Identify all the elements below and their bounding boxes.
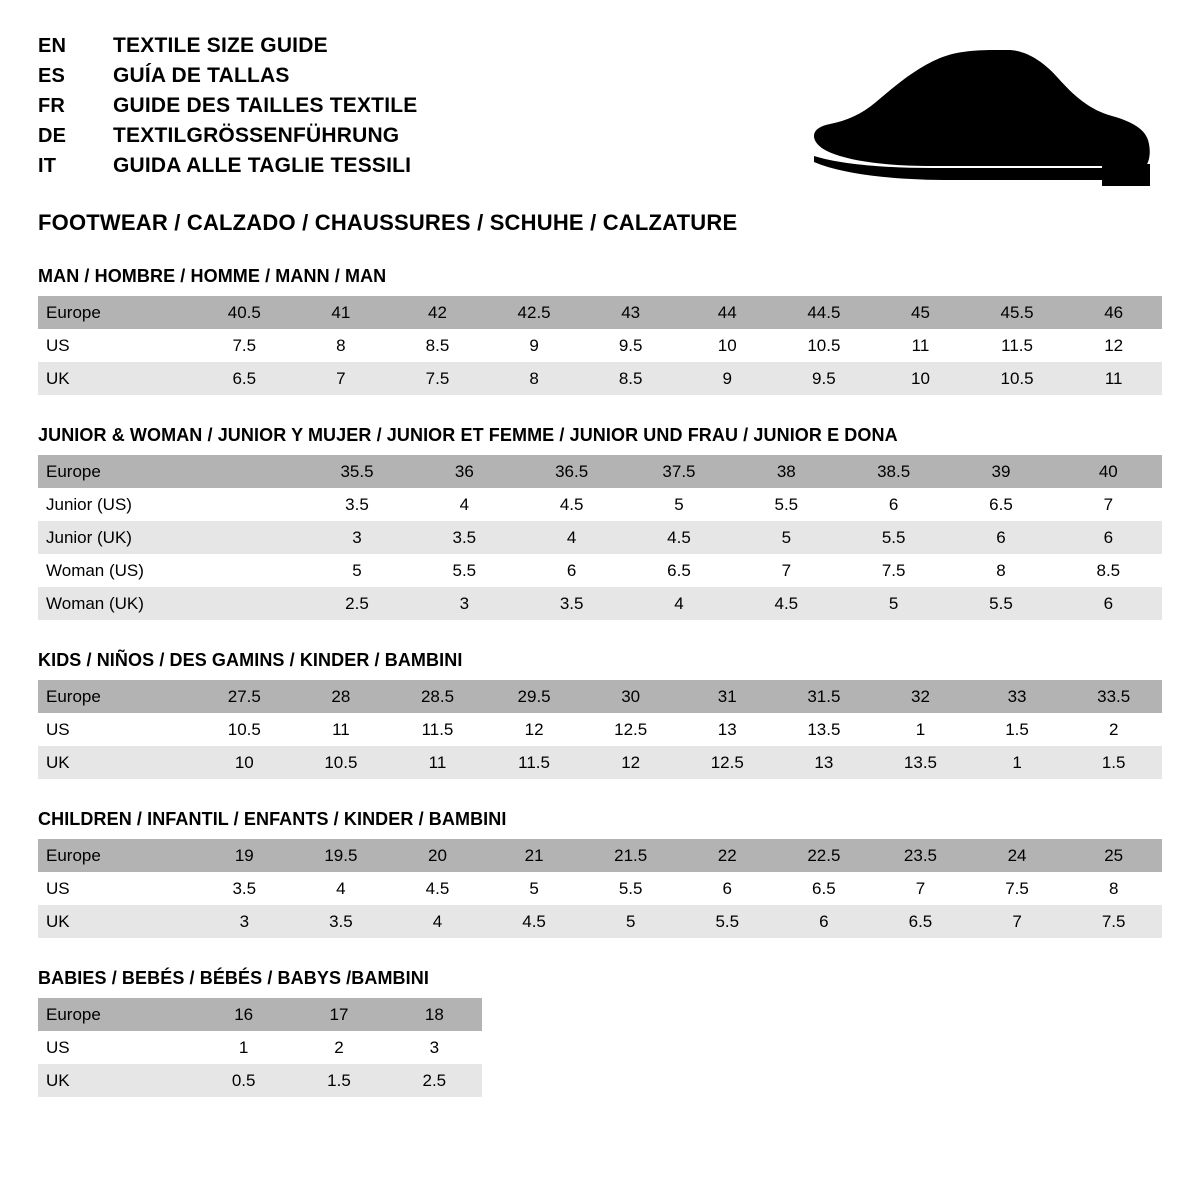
table-cell: 13.5 bbox=[776, 713, 873, 746]
row-label: Europe bbox=[38, 680, 196, 713]
table-cell: 11.5 bbox=[389, 713, 486, 746]
size-table-kids bbox=[38, 680, 1162, 779]
language-title: GUÍA DE TALLAS bbox=[113, 64, 290, 87]
table-cell: 12 bbox=[582, 746, 679, 779]
section-title: CHILDREN / INFANTIL / ENFANTS / KINDER / BAMBINI bbox=[38, 809, 507, 829]
table-cell: 4 bbox=[389, 905, 486, 938]
table-cell: 2 bbox=[1065, 713, 1162, 746]
table-cell: 3.5 bbox=[196, 872, 293, 905]
table-cell: 9.5 bbox=[776, 362, 873, 395]
section-children bbox=[38, 809, 1162, 938]
table-cell: 7 bbox=[733, 554, 840, 587]
row-label: Europe bbox=[38, 296, 196, 329]
table-cell: 8.5 bbox=[1055, 554, 1162, 587]
table-cell: 7.5 bbox=[969, 872, 1066, 905]
table-cell: 6 bbox=[1055, 587, 1162, 620]
table-cell: 11 bbox=[1065, 362, 1162, 395]
table-cell: 12 bbox=[486, 713, 583, 746]
table-row bbox=[38, 1064, 482, 1097]
language-row bbox=[38, 34, 1162, 64]
table-cell: 38 bbox=[733, 455, 840, 488]
table-cell: 6.5 bbox=[947, 488, 1054, 521]
table-cell: 37.5 bbox=[625, 455, 732, 488]
table-cell: 23.5 bbox=[872, 839, 969, 872]
language-row bbox=[38, 64, 1162, 94]
size-table-junior-woman bbox=[38, 455, 1162, 620]
table-cell: 33.5 bbox=[1065, 680, 1162, 713]
table-cell: 4.5 bbox=[486, 905, 583, 938]
size-table-children bbox=[38, 839, 1162, 938]
language-code: IT bbox=[38, 155, 57, 177]
table-cell: 11.5 bbox=[969, 329, 1066, 362]
table-cell: 31.5 bbox=[776, 680, 873, 713]
language-row bbox=[38, 154, 1162, 184]
table-cell: 12 bbox=[1065, 329, 1162, 362]
table-cell: 9.5 bbox=[582, 329, 679, 362]
table-row bbox=[38, 713, 1162, 746]
table-cell: 6 bbox=[947, 521, 1054, 554]
language-row bbox=[38, 124, 1162, 154]
table-cell: 6 bbox=[840, 488, 947, 521]
table-cell: 10 bbox=[679, 329, 776, 362]
table-cell: 19 bbox=[196, 839, 293, 872]
table-cell: 2.5 bbox=[303, 587, 410, 620]
table-cell: 11 bbox=[293, 713, 390, 746]
table-cell: 4 bbox=[411, 488, 518, 521]
table-row bbox=[38, 680, 1162, 713]
table-row bbox=[38, 296, 1162, 329]
table-cell: 3 bbox=[387, 1031, 482, 1064]
row-label: UK bbox=[38, 746, 196, 779]
table-cell: 18 bbox=[387, 998, 482, 1031]
table-cell: 3.5 bbox=[293, 905, 390, 938]
table-cell: 6.5 bbox=[872, 905, 969, 938]
table-cell: 24 bbox=[969, 839, 1066, 872]
row-label: US bbox=[38, 872, 196, 905]
table-cell: 7.5 bbox=[840, 554, 947, 587]
size-table-babies bbox=[38, 998, 482, 1097]
table-cell bbox=[196, 488, 303, 521]
table-cell: 1 bbox=[196, 1031, 291, 1064]
table-cell bbox=[196, 554, 303, 587]
table-cell bbox=[196, 521, 303, 554]
row-label: Woman (US) bbox=[38, 554, 196, 587]
table-cell: 9 bbox=[486, 329, 583, 362]
table-cell: 3.5 bbox=[518, 587, 625, 620]
row-label: Junior (US) bbox=[38, 488, 196, 521]
row-label: Woman (UK) bbox=[38, 587, 196, 620]
table-cell: 7.5 bbox=[196, 329, 293, 362]
table-cell: 29.5 bbox=[486, 680, 583, 713]
language-title: GUIDA ALLE TAGLIE TESSILI bbox=[113, 154, 412, 177]
table-row bbox=[38, 998, 482, 1031]
table-cell: 36 bbox=[411, 455, 518, 488]
table-cell: 4 bbox=[518, 521, 625, 554]
language-title: TEXTILGRÖSSENFÜHRUNG bbox=[113, 124, 400, 147]
table-cell: 39 bbox=[947, 455, 1054, 488]
table-cell: 3.5 bbox=[303, 488, 410, 521]
table-cell: 1 bbox=[872, 713, 969, 746]
table-cell: 7 bbox=[872, 872, 969, 905]
row-label: Europe bbox=[38, 455, 196, 488]
table-cell: 5.5 bbox=[582, 872, 679, 905]
table-cell: 42.5 bbox=[486, 296, 583, 329]
language-code: DE bbox=[38, 125, 67, 147]
language-title: GUIDE DES TAILLES TEXTILE bbox=[113, 94, 418, 117]
table-row bbox=[38, 488, 1162, 521]
table-cell: 5 bbox=[733, 521, 840, 554]
table-cell: 8 bbox=[947, 554, 1054, 587]
table-cell: 21.5 bbox=[582, 839, 679, 872]
table-cell: 43 bbox=[582, 296, 679, 329]
table-cell: 5.5 bbox=[733, 488, 840, 521]
table-cell: 10.5 bbox=[969, 362, 1066, 395]
section-man bbox=[38, 266, 1162, 395]
table-row bbox=[38, 872, 1162, 905]
table-row bbox=[38, 521, 1162, 554]
section-title: MAN / HOMBRE / HOMME / MANN / MAN bbox=[38, 266, 387, 286]
table-cell: 31 bbox=[679, 680, 776, 713]
row-label: US bbox=[38, 1031, 196, 1064]
table-row bbox=[38, 746, 1162, 779]
table-cell: 6 bbox=[518, 554, 625, 587]
language-code: EN bbox=[38, 35, 67, 57]
table-cell: 0.5 bbox=[196, 1064, 291, 1097]
table-row bbox=[38, 329, 1162, 362]
language-code: ES bbox=[38, 65, 66, 87]
table-cell: 22.5 bbox=[776, 839, 873, 872]
language-title: TEXTILE SIZE GUIDE bbox=[113, 34, 328, 57]
table-cell: 5 bbox=[840, 587, 947, 620]
table-row bbox=[38, 905, 1162, 938]
table-cell bbox=[196, 587, 303, 620]
category-title: FOOTWEAR / CALZADO / CHAUSSURES / SCHUHE / CALZATURE bbox=[38, 210, 738, 235]
table-cell: 1.5 bbox=[969, 713, 1066, 746]
table-cell: 8 bbox=[1065, 872, 1162, 905]
row-label: UK bbox=[38, 905, 196, 938]
table-cell: 7 bbox=[969, 905, 1066, 938]
table-cell: 36.5 bbox=[518, 455, 625, 488]
table-cell: 13 bbox=[776, 746, 873, 779]
table-cell bbox=[196, 455, 303, 488]
table-cell: 33 bbox=[969, 680, 1066, 713]
table-cell: 20 bbox=[389, 839, 486, 872]
table-cell: 8.5 bbox=[582, 362, 679, 395]
row-label: Europe bbox=[38, 839, 196, 872]
table-cell: 9 bbox=[679, 362, 776, 395]
table-cell: 12.5 bbox=[679, 746, 776, 779]
table-cell: 1.5 bbox=[291, 1064, 386, 1097]
table-cell: 13 bbox=[679, 713, 776, 746]
table-cell: 30 bbox=[582, 680, 679, 713]
table-cell: 11 bbox=[872, 329, 969, 362]
table-cell: 12.5 bbox=[582, 713, 679, 746]
language-header-block bbox=[38, 34, 1162, 184]
table-cell: 3 bbox=[303, 521, 410, 554]
table-cell: 1.5 bbox=[1065, 746, 1162, 779]
table-cell: 16 bbox=[196, 998, 291, 1031]
table-cell: 7 bbox=[293, 362, 390, 395]
table-cell: 6.5 bbox=[196, 362, 293, 395]
table-cell: 10.5 bbox=[196, 713, 293, 746]
table-row bbox=[38, 587, 1162, 620]
section-kids bbox=[38, 650, 1162, 779]
size-table-man bbox=[38, 296, 1162, 395]
table-cell: 28.5 bbox=[389, 680, 486, 713]
table-cell: 1 bbox=[969, 746, 1066, 779]
table-cell: 38.5 bbox=[840, 455, 947, 488]
table-cell: 7.5 bbox=[389, 362, 486, 395]
row-label: US bbox=[38, 713, 196, 746]
table-row bbox=[38, 1031, 482, 1064]
table-cell: 5 bbox=[303, 554, 410, 587]
table-cell: 5 bbox=[582, 905, 679, 938]
table-cell: 5 bbox=[486, 872, 583, 905]
section-title: JUNIOR & WOMAN / JUNIOR Y MUJER / JUNIOR ET FEMME / JUNIOR UND FRAU / JUNIOR E DONA bbox=[38, 425, 898, 445]
table-cell: 4.5 bbox=[733, 587, 840, 620]
table-cell: 13.5 bbox=[872, 746, 969, 779]
table-cell: 46 bbox=[1065, 296, 1162, 329]
section-junior-woman bbox=[38, 425, 1162, 620]
table-cell: 4.5 bbox=[625, 521, 732, 554]
table-cell: 3 bbox=[196, 905, 293, 938]
table-cell: 8.5 bbox=[389, 329, 486, 362]
section-title: KIDS / NIÑOS / DES GAMINS / KINDER / BAMBINI bbox=[38, 650, 463, 670]
row-label: US bbox=[38, 329, 196, 362]
table-cell: 5.5 bbox=[947, 587, 1054, 620]
table-cell: 4.5 bbox=[389, 872, 486, 905]
table-cell: 5.5 bbox=[411, 554, 518, 587]
table-cell: 10.5 bbox=[776, 329, 873, 362]
language-code: FR bbox=[38, 95, 66, 117]
table-cell: 40.5 bbox=[196, 296, 293, 329]
table-cell: 21 bbox=[486, 839, 583, 872]
table-cell: 5 bbox=[625, 488, 732, 521]
table-cell: 44 bbox=[679, 296, 776, 329]
table-cell: 45 bbox=[872, 296, 969, 329]
table-cell: 8 bbox=[293, 329, 390, 362]
table-cell: 4 bbox=[293, 872, 390, 905]
table-cell: 5.5 bbox=[679, 905, 776, 938]
section-babies bbox=[38, 968, 1162, 1097]
table-row bbox=[38, 455, 1162, 488]
table-cell: 7.5 bbox=[1065, 905, 1162, 938]
table-cell: 3.5 bbox=[411, 521, 518, 554]
table-cell: 2 bbox=[291, 1031, 386, 1064]
table-cell: 17 bbox=[291, 998, 386, 1031]
table-cell: 8 bbox=[486, 362, 583, 395]
table-cell: 25 bbox=[1065, 839, 1162, 872]
row-label: UK bbox=[38, 362, 196, 395]
table-row bbox=[38, 554, 1162, 587]
table-cell: 4 bbox=[625, 587, 732, 620]
table-cell: 6 bbox=[679, 872, 776, 905]
table-row bbox=[38, 362, 1162, 395]
table-cell: 4.5 bbox=[518, 488, 625, 521]
table-cell: 10 bbox=[872, 362, 969, 395]
table-cell: 3 bbox=[411, 587, 518, 620]
table-cell: 11.5 bbox=[486, 746, 583, 779]
language-row bbox=[38, 94, 1162, 124]
table-cell: 45.5 bbox=[969, 296, 1066, 329]
table-cell: 2.5 bbox=[387, 1064, 482, 1097]
table-cell: 5.5 bbox=[840, 521, 947, 554]
table-row bbox=[38, 839, 1162, 872]
row-label: Europe bbox=[38, 998, 196, 1031]
table-cell: 35.5 bbox=[303, 455, 410, 488]
section-title: BABIES / BEBÉS / BÉBÉS / BABYS /BAMBINI bbox=[38, 968, 429, 988]
table-cell: 6 bbox=[776, 905, 873, 938]
table-cell: 41 bbox=[293, 296, 390, 329]
table-cell: 27.5 bbox=[196, 680, 293, 713]
table-cell: 6.5 bbox=[625, 554, 732, 587]
table-cell: 28 bbox=[293, 680, 390, 713]
table-cell: 22 bbox=[679, 839, 776, 872]
table-cell: 6 bbox=[1055, 521, 1162, 554]
table-cell: 32 bbox=[872, 680, 969, 713]
table-cell: 10.5 bbox=[293, 746, 390, 779]
table-cell: 7 bbox=[1055, 488, 1162, 521]
table-cell: 19.5 bbox=[293, 839, 390, 872]
row-label: UK bbox=[38, 1064, 196, 1097]
table-cell: 10 bbox=[196, 746, 293, 779]
table-cell: 42 bbox=[389, 296, 486, 329]
table-cell: 40 bbox=[1055, 455, 1162, 488]
table-cell: 11 bbox=[389, 746, 486, 779]
table-cell: 44.5 bbox=[776, 296, 873, 329]
row-label: Junior (UK) bbox=[38, 521, 196, 554]
table-cell: 6.5 bbox=[776, 872, 873, 905]
